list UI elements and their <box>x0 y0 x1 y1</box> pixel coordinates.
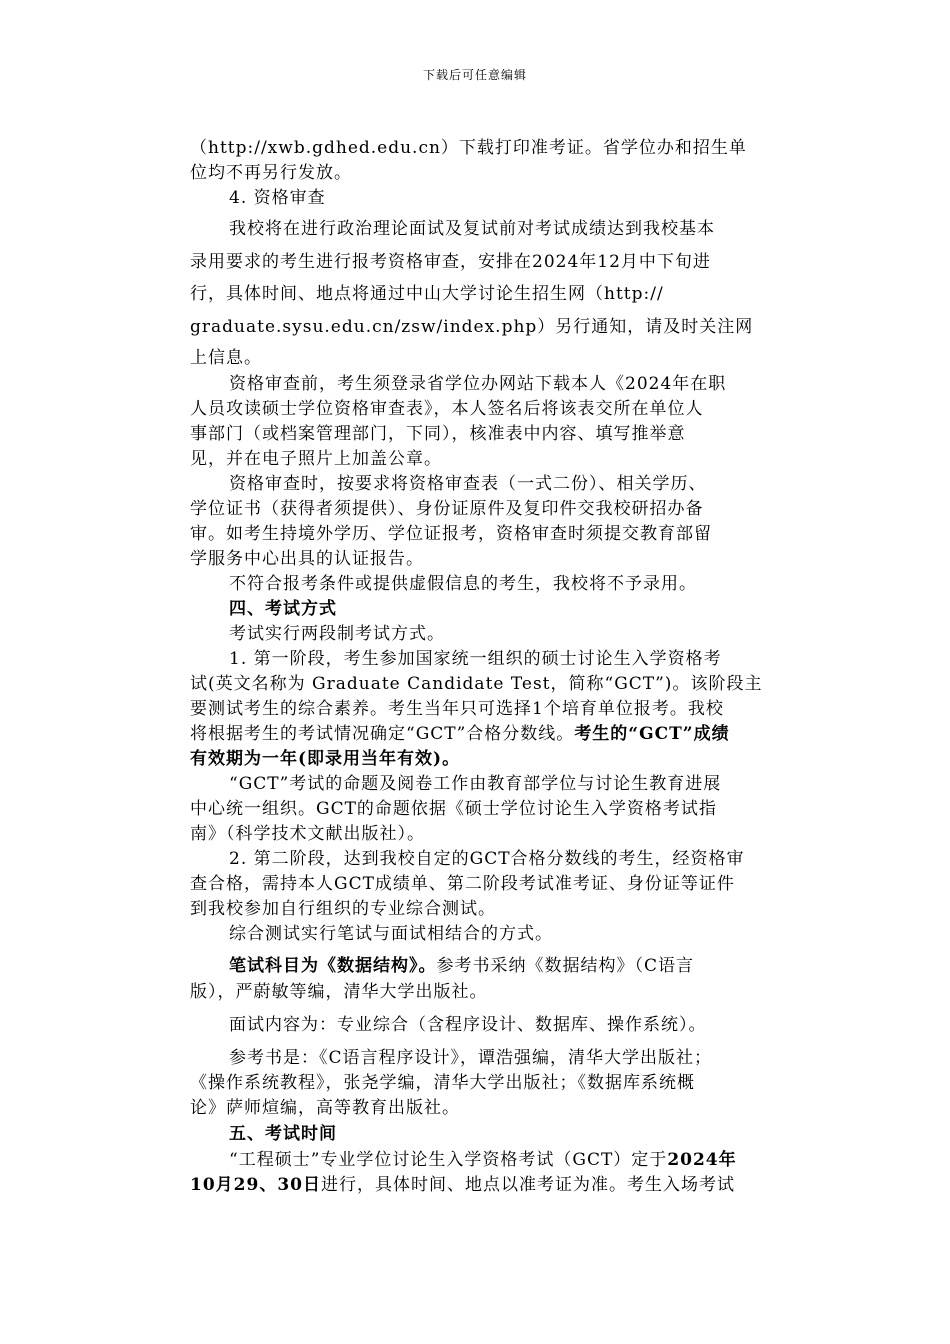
text-line: 《操作系统教程》，张尧学编，清华大学出版社；《数据库系统概 <box>190 1073 695 1093</box>
text-line: 到我校参加自行组织的专业综合测试。 <box>190 899 496 919</box>
list-item: 4. 资格审查 <box>229 188 326 208</box>
text-line: 考试实行两段制考试方式。 <box>229 624 445 644</box>
text-line: “工程硕士”专业学位讨论生入学资格考试（GCT）定于2024年 <box>229 1150 737 1170</box>
text-line: 行，具体时间、地点将通过中山大学讨论生招生网（http:// <box>190 284 664 304</box>
text-line: 综合测试实行笔试与面试相结合的方式。 <box>229 924 553 944</box>
text-line: 参考书是：《C语言程序设计》，谭浩强编，清华大学出版社； <box>229 1048 713 1068</box>
section-heading: 四、考试方式 <box>229 599 337 619</box>
text-line: 资格审查前，考生须登录省学位办网站下载本人《2024年在职 <box>229 374 727 394</box>
text-line: 资格审查时，按要求将资格审查表（一式二份）、相关学历、 <box>229 474 707 494</box>
text-line: 中心统一组织。GCT的命题依据《硕士学位讨论生入学资格考试指 <box>190 799 717 819</box>
text-line: 上信息。 <box>190 348 262 368</box>
list-item: 1. 第一阶段，考生参加国家统一组织的硕士讨论生入学资格考 <box>229 649 722 669</box>
list-item: 2. 第二阶段，达到我校自定的GCT合格分数线的考生，经资格审 <box>229 849 745 869</box>
text-line: 事部门（或档案管理部门，下同），核准表中内容、填写推举意 <box>190 424 686 444</box>
text-line: 将根据考生的考试情况确定“GCT”合格分数线。考生的“GCT”成绩 <box>190 724 730 744</box>
text-line: 审。如考生持境外学历、学位证报考，资格审查时须提交教育部留 <box>190 524 712 544</box>
text-line: 不符合报考条件或提供虚假信息的考生，我校将不予录用。 <box>229 574 697 594</box>
emphasis-text: 2024年 <box>667 1150 737 1170</box>
text-line: graduate.sysu.edu.cn/zsw/index.php）另行通知，请及时关注网 <box>190 317 754 337</box>
text-line: 录用要求的考生进行报考资格审查，安排在2024年12月中下旬进 <box>190 252 711 272</box>
section-heading: 五、考试时间 <box>229 1124 337 1144</box>
text-line: 查合格，需持本人GCT成绩单、第二阶段考试准考证、身份证等证件 <box>190 874 735 894</box>
text-line: 我校将在进行政治理论面试及复试前对考试成绩达到我校基本 <box>229 219 715 239</box>
text-line: 见，并在电子照片上加盖公章。 <box>190 449 442 469</box>
emphasis-text: 笔试科目为《数据结构》。 <box>229 956 437 976</box>
emphasis-text: 有效期为一年(即录用当年有效)。 <box>190 749 461 769</box>
emphasis-text: 考生的“GCT”成绩 <box>574 724 730 744</box>
text-line: 面试内容为：专业综合（含程序设计、数据库、操作系统）。 <box>229 1015 707 1035</box>
text-line: 版），严蔚敏等编，清华大学出版社。 <box>190 982 488 1002</box>
text-line: 要测试考生的综合素养。考生当年只可选择1个培育单位报考。我校 <box>190 699 724 719</box>
text-line: 学位证书（获得者须提供）、身份证原件及复印件交我校研招办备 <box>190 499 704 519</box>
text-line: “GCT”考试的命题及阅卷工作由教育部学位与讨论生教育进展 <box>229 774 722 794</box>
text-line: 10月29、30日进行，具体时间、地点以准考证为准。考生入场考试 <box>190 1175 735 1195</box>
text-line: 南》（科学技术文献出版社）。 <box>190 824 425 844</box>
text-line: 论》萨师煊编，高等教育出版社。 <box>190 1098 460 1118</box>
text-line: （http://xwb.gdhed.edu.cn）下载打印准考证。省学位办和招生单 <box>190 138 747 158</box>
text-line: 学服务中心出具的认证报告。 <box>190 549 424 569</box>
text-line: 位均不再另行发放。 <box>190 163 352 183</box>
text-line: 试(英文名称为 Graduate Candidate Test，简称“GCT”)。该阶段主 <box>190 674 763 694</box>
text-line: 笔试科目为《数据结构》。参考书采纳《数据结构》（C语言 <box>229 956 695 976</box>
emphasis-text: 10月29、30日 <box>190 1175 321 1195</box>
text-line: 人员攻读硕士学位资格审查表》，本人签名后将该表交所在单位人 <box>190 399 704 419</box>
page-header: 下载后可任意编辑 <box>422 68 527 82</box>
